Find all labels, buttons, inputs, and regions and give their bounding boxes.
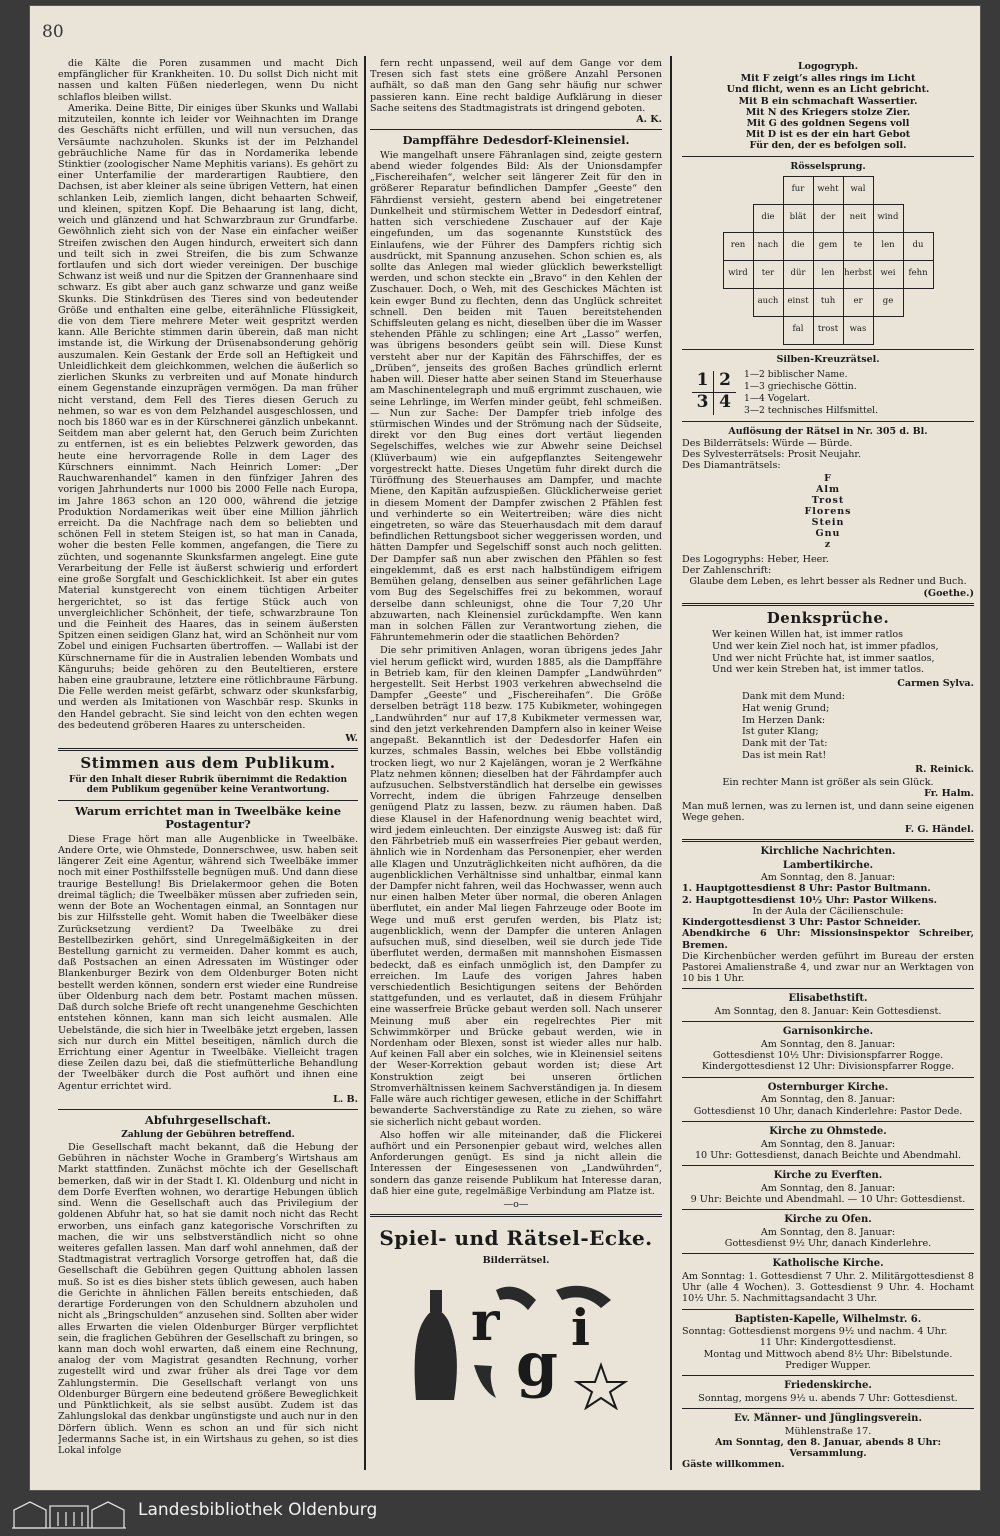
church-title: Baptisten-Kapelle, Wilhelmstr. 6. (734, 1313, 922, 1325)
church-title: Friedenskirche. (784, 1380, 872, 1392)
logogryph-line: Mit F zeigt’s alles rings im Licht (740, 73, 916, 85)
silben-number: 1 (692, 371, 714, 393)
roesselsprung-empty (903, 176, 933, 204)
puzzle-letter: g (516, 1329, 558, 1400)
roesselsprung-cell: weht (813, 176, 843, 204)
roesselsprung-row (723, 204, 933, 232)
church-line: Abendkirche 6 Uhr: Missionsinspektor Schreiber, Bremen. (682, 928, 974, 951)
roesselsprung-row (723, 260, 933, 288)
logogryph-line: Mit N des Kriegers stolze Zier. (745, 106, 911, 118)
church-line: Kindergottesdienst 12 Uhr: Divisionspfarrer Rogge. (701, 1061, 955, 1073)
divider (682, 839, 974, 842)
church-line: Am Sonntag, den 8. Januar, abends 8 Uhr: Versammlung. (714, 1436, 942, 1460)
library-name: Landesbibliothek Oldenburg (138, 1500, 378, 1520)
church-line: Kindergottesdienst 3 Uhr: Pastor Schneider. (682, 917, 921, 929)
poem-line: Wer keinen Willen hat, ist immer ratlos (712, 629, 904, 641)
article-title-abfuhr: Abfuhrgesellschaft. (144, 1113, 272, 1128)
roesselsprung-empty (753, 316, 783, 344)
diamond-line: Trost (811, 495, 845, 507)
roesselsprung-cell: wei (873, 260, 903, 288)
puzzle-letter: i (571, 1297, 590, 1357)
arm-icon (496, 1286, 536, 1309)
poem-line: Dank mit der Tat: (742, 738, 828, 750)
diamond-line: Stein (811, 517, 845, 529)
church-title: Kirche zu Ofen. (784, 1214, 872, 1226)
church-line: Am Sonntag: 1. Gottesdienst 7 Uhr. 2. Militärgottesdienst 8 Uhr (alle 4 Wochen). 3. Gottesdienst 9 Uhr. 4. Hochamt 10½ Uhr. 5. Nachmittagsandacht 3 Uhr. (682, 1270, 974, 1305)
roesselsprung-cell: dür (783, 260, 813, 288)
logogryph-line: Mit B ein schmachaft Wassertier. (738, 95, 918, 107)
column-3 (682, 58, 974, 1472)
saying-author: F. G. Händel. (904, 823, 974, 835)
church-line: 1. Hauptgottesdienst 8 Uhr: Pastor Bultmann. (682, 883, 931, 895)
roesselsprung-cell: einst (783, 288, 813, 316)
roesselsprung-cell: fur (783, 176, 813, 204)
poem-author: Carmen Sylva. (897, 678, 974, 690)
diamond-line: F (824, 473, 832, 485)
divider (682, 156, 974, 157)
roesselsprung-cell: te (843, 232, 873, 260)
silben-clue: 1—4 Vogelart. (744, 392, 810, 404)
roesselsprung-cell: ter (753, 260, 783, 288)
silben-number: 3 (692, 393, 714, 415)
poem-line: Und wer kein Ziel noch hat, ist immer pfadlos, (712, 641, 939, 653)
church-line: Die Kirchenbücher werden geführt im Bureau der ersten Pastorei Amalienstraße 4, und zwar nur an Werktagen von 10 bis 1 Uhr. (682, 950, 974, 985)
paragraph-faehre-3: Also hoffen wir alle miteinander, daß die Flickerei aufhört und ein Personenpier gebaut wird, welches allen Anforderungen genügt. Es sind ja nicht allein die Interessen der Eingesessenen von „Landwührden“, sondern das ganze reisende Publikum hat Interesse daran, daß hier eine gute, regelmäßige Verbindung am Platze ist. (370, 1129, 662, 1197)
church-title: Osternburger Kirche. (767, 1081, 889, 1093)
paragraph-faehre-1: Wie mangelhaft unsere Fähranlagen sind, zeigte gestern abend wieder folgendes Bild: Als der Unionsdampfer „Fischereihafen“, welcher seit längerer Zeit für den in größerer Reparatur befindlichen Dampfer „Geeste“ den Fährdienst versieht, gestern abend bei eingetretener Dunkelheit und stürmischem Wetter in Dedesdorf eintraf, hatten sich verschiedene Zuschauer auf der Kaje eingefunden, um das sogenannte Kunststück des Einlaufens, wie der Führer des Dampfers richtig sich ausdrückt, mit Spannung anzusehen. Schon schien es, als sollte das Anlegen mal wieder glücklich bewerkstelligt werden, und schon steckte ein „Bravo“ in den Kehlen der Zuschauer. Doch, o Weh, mit des Geschickes Mächten ist kein ewger Bund zu flechten, denn das Unglück schreitet schnell. Den beiden mit Tauen bereitstehenden Schiffsleuten gelang es nicht, dieselben über die im Wasser stehenden Pfähle zu schlingen; eine Art „Lasso“ werfen, was übrigens besonders geübt sein will. Diese Kunst versteht aber nur der Kapitän des Fährschiffes, der es „Drüben“, jenseits des großen Baches gründlich erlernt haben will. Dieser hatte aber seinen Stand im Steuerhause am Maschinentelegraph und muß ergrimmt zuschauen, wie seine Lehrlinge, im Werfen minder geübt, fehl schmeißen. — Nun zur Sache: Der Dampfer trieb infolge des stürmischen Windes und der Strömung nach der Südseite, direkt vor den Bug eines dort vertäut liegenden Segelschiffes, welches wie zur Abwehr seine Deichsel (Klüverbaum) wie ein aufgepflanztes Seitengewehr vorgestreckt hatte. Dieses Ungetüm fuhr direkt durch die Türöffnung des Steuerhauses am Dampfer, und machte Miene, den Kapitän aufzuspießen. Glücklicherweise geriet in diesem Moment der Dampfer zwischen 2 Pfählen fest und verhinderte so ein Weitertreiben; wäre dies nicht eingetreten, so wäre das Steuerhausdach mit dem darauf befindlichen Rettungsboot sicher weggerissen worden, und hätten Dampfer und Segelschiff sonst auch noch gelitten. Der Dampfer saß nun aber zwischen den Pfählen so fest eingeklemmt, daß es erst nach halbstündigem eifrigem Bemühen gelang, denselben aus seiner gefährlichen Lage vom Bug des Segelschiffes frei zu bekommen, worauf derselbe dann schleunigst, ohne die Tour 7,20 Uhr abzuwarten, nach Kleinensiel zurückdampfte. Wen kann man in solchen Fällen zur Verantwortung ziehen, die Fähruntemehmerin oder die staatlichen Behörden? (370, 149, 662, 644)
divider (682, 349, 974, 350)
article-subtitle: Zahlung der Gebühren betreffend. (121, 1129, 295, 1140)
church-line: 11 Uhr: Kindergottesdienst. (759, 1337, 897, 1349)
roesselsprung-empty (723, 176, 753, 204)
divider (682, 1309, 974, 1310)
article-title-postagentur: Warum errichtet man in Tweelbäke keine Postagentur? (74, 803, 342, 832)
church-title: Garnisonkirche. (782, 1026, 874, 1038)
diamond-line: z (824, 538, 832, 550)
church-line: Mühlenstraße 17. (784, 1425, 872, 1437)
roesselsprung-cell: len (813, 260, 843, 288)
roesselsprung-title: Rösselsprung. (790, 160, 866, 172)
roesselsprung-cell: der (813, 204, 843, 232)
roesselsprung-grid (723, 176, 934, 345)
roesselsprung-cell: trost (813, 316, 843, 344)
church-line: 9 Uhr: Beichte und Abendmahl. — 10 Uhr: Gottesdienst. (690, 1193, 966, 1205)
church-line: Gottesdienst 9½ Uhr, danach Kinderlehre. (724, 1237, 932, 1249)
church-title: Ev. Männer- und Jünglingsverein. (734, 1413, 922, 1424)
roesselsprung-empty (873, 176, 903, 204)
logogryph-line: Mit G des goldnen Segens voll (746, 117, 910, 129)
silben-clues (744, 369, 878, 417)
roesselsprung-cell: neit (843, 204, 873, 232)
poem-line: Ist guter Klang; (742, 726, 819, 738)
picture-puzzle (370, 1270, 662, 1410)
saying-author: Fr. Halm. (924, 788, 974, 799)
church-line: 2. Hauptgottesdienst 10½ Uhr: Pastor Wilkens. (682, 894, 937, 906)
section-title-spiel: Spiel- und Rätsel-Ecke. (379, 1226, 653, 1251)
divider (370, 1214, 662, 1217)
silben-cross (692, 371, 736, 415)
silben-puzzle (692, 369, 974, 417)
church-line: Am Sonntag, den 8. Januar: (760, 1226, 896, 1238)
church-line: 10 Uhr: Gottesdienst, danach Beichte und Abendmahl. (694, 1149, 962, 1161)
logogryph-line: Mit D ist es der ein hart Gebot (745, 129, 911, 141)
denksprueche-title: Denksprüche. (766, 608, 890, 627)
bottle-icon (415, 1310, 457, 1400)
aufloesung-line: Des Diamanträtsels: (682, 460, 781, 472)
divider (682, 988, 974, 989)
roesselsprung-cell: herbst (843, 260, 873, 288)
roesselsprung-cell: er (843, 288, 873, 316)
roesselsprung-cell: fehn (903, 260, 933, 288)
aufloesung-line: Des Bilderrätsels: Würde — Bürde. (682, 437, 853, 449)
church-line: Montag und Mittwoch abend 8½ Uhr: Bibelstunde. (703, 1348, 953, 1360)
paragraph-amerika: Amerika. Deine Bitte, Dir einiges über Skunks und Wallabi mitzuteilen, konnte ich leider vor Weihnachten im Drange des Geschäfts nicht erfüllen, und will nun versuchen, das Versäumte nachzuholen. Skunks ist der im Pelzhandel gebräuchliche Name für das in Nordamerika lebende Stinktier (zoologischer Name Mephitis varians). Es gehört zu einer Unterfamilie der marderartigen Raubtiere, den Dachsen, ist aber kleiner als seine übrigen Vettern, hat einen schlanken Leib, ziemlich langen, dicht behaarten Schweif, und kleinen, spitzen Kopf. Die Behaarung ist lang, dicht, weich und glänzend und hat Schwarzbraun zur Grundfarbe. Gewöhnlich zieht sich von der Nase ein einfacher weißer Streifen zwischen den Augen hindurch, erweitert sich dann und teilt sich in zwei Streifen, die bis zum Schwanze fortlaufen und sich dort wieder vereinigen. Der buschige Schwanz ist weiß und nur die Spitzen der Grannenhaare sind schwarz. Es gibt aber auch ganz schwarze und ganz weiße Skunks. Die Stinkdrüsen des Tieres sind von bedeutender Größe und enthalten eine gelbe, eiterähnliche Flüssigkeit, die von dem Tiere mehrere Meter weit gespritzt werden kann. Alle Berichte stimmen darin überein, daß man nicht imstande ist, die Wirkung der Drüsenabsonderung gehörig auszumalen. Kein Gestank der Erde soll an Heftigkeit und Unleidlichkeit dem gleichkommen, welchen die äußerlich so zierlichen Skunks zu verbreiten und auf Monate hindurch einem Gegenstande einzuprägen vermögen. Da man früher nicht verstand, dem Fell des Tieres diesen Geruch zu nehmen, so war es von dem Pelzhandel ausgeschlossen, und noch bis 1860 war es in der Kürschnerei gänzlich unbekannt. Seitdem man aber gelernt hat, den Geruch beim Zurichten zu entfernen, ist es ein beliebtes Pelzwerk geworden, das heute eine hervorragende Rolle in dem Lager des Kürschners einnimmt. Nach Heinrich Lomer: „Der Rauchwarenhandel“ kamen in den fünfziger Jahren des vorigen Jahrhunderts nur 1000 bis 2000 Felle nach Europa, im Jahre 1863 schon an 120 000, während die jetzige Produktion Nordamerikas weit über eine Million jährlich erreicht. Da die Nachfrage nach dem so beliebten und schönen Fell in stetem Steigen ist, so hat man in Canada, woher die besten Felle kommen, angefangen, die Tiere zu züchten, und sogenannte Skunksfarmen angelegt. Eine gute Verarbeitung der Felle ist äußerst schwierig und erfordert eine große Sorgfalt und Geschicklichkeit. Ist aber ein gutes Material kunstgerecht von einem tüchtigen Arbeiter hergerichtet, so ist das fertige Stück auch von unvergleichlicher Schönheit, der tiefe, schwarzbraune Ton und die Feinheit des Haares, das in seinem äußersten Spitzen einen seidigen Glanz hat, wird an Schönheit nur vom Zobel und einigen Fuchsarten übertroffen. — Wallabi ist der Kürschnername für die in Australien lebenden Wombats und Känguruhs; beide gehören zu den Beuteltieren, erstere haben eine graubraune, letztere eine rötlichbraune Färbung. Die Felle werden meist gefärbt, schwarz oder skunksfarbig, und werden als Imitationen von Waschbär resp. Skunks in den Handel gebracht. Sie sind leicht von den echten wegen des bedeutend gröberen Haares zu unterscheiden. (58, 102, 358, 731)
roesselsprung-cell: blät (783, 204, 813, 232)
roesselsprung-empty (723, 204, 753, 232)
roesselsprung-row (723, 316, 933, 344)
column-rule (670, 56, 672, 1470)
paragraph-abfuhr: Die Gesellschaft macht bekannt, daß die Hebung der Gebühren in nächster Woche in Gramberg’s Wirtshaus am Markt stattfinden. Zunächst möchte ich der Gesellschaft bemerken, daß wir in der Stadt I. Kl. Oldenburg und nicht in dem Dorfe Everften wohnen, wo derartige Hebungen üblich sind. Wenn die Gesellschaft auch das Privilegium der goldenen Abfuhr hat, so hat sie damit noch nicht das Recht erworben, uns einfach ganz kategorische Vorschriften zu machen, die wir uns selbstverständlich nicht so ohne weiteres gefallen lassen. Man darf wohl annehmen, daß der Stadtmagistrat vertraglich Vorsorge getroffen hat, daß die Gesellschaft die Gebühren gegen Quittung abholen lassen muß. So ist es dies bisher stets üblich gewesen, auch haben die Gerichte in ähnlichen Fällen bereits entschieden, daß derartige Forderungen von den Schuldnern abzuholen und nicht als „Bringschulden“ anzusehen sind. Sollten aber wider alles Erwarten die vielen Oldenburger Bürger verpflichtet sein, die fraglichen Gebühren der Gesellschaft zu bringen, so kann man doch wohl erwarten, daß einem eine Rechnung, analog der vom Magistrat gesandten Rechnung, vorher zugestellt wird und zwar früher als drei Tage vor dem Zahlungstermin. Die Gesellschaft verlangt von uns Oldenburger Bürgern eine bedeutend größere Beweglichkeit und Pünktlichkeit, als sie selbst ausübt. Zudem ist das Zahlungslokal das denkbar ungünstigste und auch nur in den Dörfern üblich. Wenn es schon an und für sich nicht Jedermanns Sache ist, in ein Wirtshaus zu gehen, so ist dies Lokal infolge (58, 1142, 358, 1456)
roesselsprung-cell: fal (783, 316, 813, 344)
church-title: Lambertikirche. (782, 859, 874, 871)
church-line: Gäste willkommen. (682, 1459, 785, 1471)
diamond-line: Florens (804, 506, 852, 518)
diamond-line: Alm (815, 484, 841, 496)
roesselsprung-empty (753, 176, 783, 204)
roesselsprung-cell: wal (843, 176, 873, 204)
article-title-faehre: Dampffähre Dedesdorf-Kleinensiel. (402, 133, 630, 148)
church-line: Am Sonntag, den 8. Januar: (760, 1138, 896, 1150)
roesselsprung-cell: wind (873, 204, 903, 232)
roesselsprung-cell: len (873, 232, 903, 260)
section-subtitle: Für den Inhalt dieser Rubrik übernimmt die Redaktion dem Publikum gegenüber keine Verantwortung. (69, 774, 347, 796)
library-building-icon (10, 1498, 128, 1530)
church-line: Sonntag: Gottesdienst morgens 9½ und nachm. 4 Uhr. (682, 1326, 948, 1338)
poem-1 (712, 629, 974, 676)
saying: Ein rechter Mann ist größer als sein Glück. (722, 776, 934, 788)
logogryph-text (682, 73, 974, 152)
roesselsprung-empty (903, 316, 933, 344)
church-line: Am Sonntag, den 8. Januar: (760, 1094, 896, 1106)
zahlen-quote: Glaube dem Leben, es lehrt besser als Redner und Buch. (689, 576, 967, 588)
end-mark: —o— (503, 1199, 529, 1211)
church-line: Am Sonntag, den 8. Januar: (760, 1182, 896, 1194)
church-title: Kirche zu Ohmstede. (769, 1125, 887, 1137)
kirchliche-title: Kirchliche Nachrichten. (760, 845, 896, 857)
paragraph-faehre-2: Die sehr primitiven Anlagen, woran übrigens jedes Jahr viel herum geflickt wird, wurden 1885, als die Dampffähre in Betrieb kam, für den kleinen Dampfer „Landwührden“ hergestellt. Seit Herbst 1903 verkehren abwechselnd die Dampfer „Geeste“ und „Fischereihafen“. Die Größe derselben beträgt 118 bezw. 175 Kubikmeter, wohingegen „Landwührden“ nur auf 17,8 Kubikmeter vermessen war, sind den jetzt verkehrenden Dampfern also in keiner Weise angepaßt. Bekanntlich ist der Dedesdorfer Hafen ein kurzes, schmales Bassin, welches bei Ebbe vollständig trocken liegt, wo nur 2 Kajelängen, woran je 2 Werfkähne Platz nehmen können; dieselben hat der Fährdampfer auch aufzusuchen. Selbstverständlich hat derselbe ein gewisses Vorrecht, indem die übrigen Fahrzeuge denselben genügend Platz zu lassen, bezw. zu räumen haben. Daß diese Klausel in der Hafenordnung wenig beachtet wird, wird jedem einleuchten. Der einzigste Ausweg ist: daß für den Fährbetrieb muß ein wasserfreies Pier gebaut werden, ähnlich wie in Nordenham das Personenpier, eher werden alle Klagen und Unzuträglichkeiten nicht aufhören, da die augenblicklichen Verhältnisse sind unhaltbar, einmal kann der Dampfer nicht fahren, weil das Hochwasser, wenn auch nur einen halben Meter über normal, die oberen Anlagen überflutet, ein ander Mal liegen Fahrzeuge oder Boote im Wege und muß erst gerufen werden, bis Platz ist; augenblicklich, wenn der Dampfer die unteren Anlagen aufsuchen muß, sind dieselben, weil sie durch jede Tide überflutet werden, dermaßen mit mannshohen Eismassen bedeckt, daß es einfach unmöglich ist, den Dampfer zu erreichen. Im Laufe des vorigen Jahres haben verschiedentlich Besichtigungen seitens der Behörden stattgefunden, und es verlautet, daß in diesem Frühjahr eine wasserfreie Brücke gebaut werden soll. Nach unserer Meinung muß aber ein regelrechtes Pier mit Schwimmkörper und Brücke gebaut werden, wie in Nordenham oder Blexen, sonst ist wieder alles nur halb. Auf keinen Fall aber ein solches, wie in Kleinensiel seitens der Weser-Korrektion gebaut worden ist; diese Art Konstruktion zeigt bei unseren örtlichen Stromverhältnissen keinem Sachverständigen ja. In diesem Falle wäre auch richtiger gewesen, etliche in der Schiffahrt bewanderte Sachverständige zu Rate zu ziehen, so wäre sie sicherlich nicht gebaut worden. (370, 645, 662, 1128)
church-line: Gottesdienst 10½ Uhr: Divisionspfarrer Rogge. (712, 1050, 944, 1062)
divider (682, 1121, 974, 1122)
divider (58, 1109, 358, 1110)
roesselsprung-cell: wird (723, 260, 753, 288)
poem-line: Und wer nicht Früchte hat, ist immer saatlos, (712, 652, 935, 664)
column-1 (58, 58, 358, 1472)
column-2 (370, 58, 662, 1472)
roesselsprung-empty (903, 204, 933, 232)
section-title-stimmen: Stimmen aus dem Publikum. (80, 754, 336, 773)
church-line: Prediger Wupper. (785, 1359, 871, 1371)
divider (682, 1375, 974, 1376)
diamond-line: Gnu (815, 528, 841, 540)
aufloesung-line: Des Sylvesterrätsels: Prosit Neujahr. (682, 449, 861, 460)
aufloesung-title: Auflösung der Rätsel in Nr. 305 d. Bl. (728, 425, 928, 437)
church-title: Elisabethstift. (788, 993, 868, 1005)
church-line: Gottesdienst 10 Uhr, danach Kinderlehre: Pastor Dede. (693, 1105, 963, 1117)
bilderraetsel-title: Bilderrätsel. (482, 1254, 550, 1266)
silben-clue: 3—2 technisches Hilfsmittel. (744, 404, 879, 416)
bottle-neck-icon (430, 1290, 442, 1312)
page-number: 80 (42, 22, 64, 42)
roesselsprung-cell: was (843, 316, 873, 344)
column-rule (364, 56, 366, 1470)
roesselsprung-row (723, 232, 933, 260)
roesselsprung-cell: gem (813, 232, 843, 260)
roesselsprung-cell: die (753, 204, 783, 232)
poem-line: Im Herzen Dank: (742, 714, 826, 726)
signature: A. K. (636, 114, 662, 126)
divider (682, 421, 974, 422)
roesselsprung-cell: du (903, 232, 933, 260)
divider (682, 1253, 974, 1254)
divider (682, 1408, 974, 1409)
saying: Man muß lernen, was zu lernen ist, und dann seine eigenen Wege gehen. (682, 801, 974, 824)
silben-number: 4 (719, 391, 731, 412)
divider (682, 1021, 974, 1022)
poem-line: Hat wenig Grund; (742, 703, 830, 715)
poem-line: Und wer kein Streben hat, ist immer tatlos. (712, 664, 925, 676)
signature: L. B. (333, 1093, 358, 1105)
roesselsprung-empty (873, 316, 903, 344)
roesselsprung-empty (723, 288, 753, 316)
silben-title: Silben-Kreuzrätsel. (776, 353, 880, 365)
root-icon (474, 1365, 496, 1398)
roesselsprung-cell: ren (723, 232, 753, 260)
newspaper-page (30, 6, 980, 1490)
roesselsprung-cell: ge (873, 288, 903, 316)
church-title: Katholische Kirche. (772, 1258, 884, 1270)
silben-number: 2 (714, 371, 736, 393)
divider (58, 748, 358, 751)
divider (370, 129, 662, 130)
aufloesung-line: Des Logogryphs: Heber, Heer. (682, 553, 829, 565)
silben-clue: 1—3 griechische Göttin. (744, 380, 857, 392)
roesselsprung-cell: nach (753, 232, 783, 260)
silben-clue: 1—2 biblischer Name. (744, 368, 848, 380)
divider (682, 1209, 974, 1210)
paragraph: fern recht unpassend, weil auf dem Gange vor dem Tresen sich fast stets eine größere Anzahl Personen aufhält, so daß man den Gang sehr häufig nur schwer passieren kann. Eine recht baldige Aufklärung in dieser Sache seitens des Stadtmagistrats ist dringend geboten. (370, 58, 662, 114)
church-line: Am Sonntag, den 8. Januar: (760, 1039, 896, 1051)
diamond-solution (682, 474, 974, 550)
church-line: In der Aula der Cäcilienschule: (752, 905, 904, 917)
aufloesung-line: Der Zahlenschrift: (682, 565, 772, 577)
divider (682, 603, 974, 606)
logogryph-line: Und flicht, wenn es an Licht gebricht. (726, 84, 930, 96)
zahlen-author: (Goethe.) (923, 587, 974, 599)
church-line: Am Sonntag, den 8. Januar: Kein Gottesdienst. (714, 1006, 942, 1018)
divider (58, 800, 358, 801)
paragraph-postagentur: Diese Frage hört man alle Augenblicke in Tweelbäke. Andere Orte, wie Ohmstede, Donnerschwee, usw. haben seit längerer Zeit eine Agentur, während sich Tweelbäke immer noch mit einer Posthilfsstelle begnügen muß. Und dann diese traurige Bestellung! Bis Drielakermoor gehen die Boten dreimal täglich; die Tweelbäker müssen aber zufrieden sein, wenn der Bote an Wochentagen einmal, an Sonntagen nur bis zur Hilfsstelle geht. Womit haben die Tweelbäker diese Zurücksetzung verdient? Da Tweelbäke zu drei Bestellbezirken gehört, sind Unregelmäßigkeiten in der Bestellung garnicht zu vermeiden. Daher kommt es auch, daß Postsachen an einen Adressaten im Wüstinger oder Blankenburger Bezirk von dem Oldenburger Boten nicht bestellt werden können, sondern erst wieder eine Rundreise über Oldenburg nach dem betr. Postamt machen müssen. Daß durch solche Briefe oft recht unangenehme Geschichten entstehen können, kann man sich leicht ausmalen. Alle Uebelstände, die sich hier in Tweelbäke jetzt ergeben, lassen sich nur durch ein Mittel beseitigen, nämlich durch die Errichtung einer Agentur in Tweelbäke. Vielleicht tragen diese Zeilen dazu bei, daß die stiefmütterliche Behandlung der Tweelbäker durch die Post aufhört und ihnen eine Agentur errichtet wird. (58, 833, 358, 1092)
poem-line: Dank mit dem Mund: (742, 691, 846, 703)
divider (682, 1077, 974, 1078)
poem-2 (742, 691, 974, 761)
church-line: Sonntag, morgens 9½ u. abends 7 Uhr: Gottesdienst. (698, 1392, 958, 1404)
roesselsprung-cell: die (783, 232, 813, 260)
roesselsprung-row (723, 176, 933, 204)
paragraph: die Kälte die Poren zusammen und macht Dich empfänglicher für Krankheiten. 10. Du sollst Dich nicht mit nassen und kalten Füßen niederlegen, wenn Du nicht schlaflos bleiben willst. (58, 58, 358, 103)
poem-line: Das ist mein Rat! (742, 749, 827, 761)
poem-author: R. Reinick. (915, 763, 974, 775)
divider (682, 1165, 974, 1166)
signature: W. (345, 733, 358, 745)
church-line: Am Sonntag, den 8. Januar: (760, 872, 896, 884)
logogryph-title: Logogryph. (797, 61, 859, 72)
library-footer (0, 1492, 1000, 1536)
roesselsprung-cell: auch (753, 288, 783, 316)
star-icon (577, 1365, 625, 1408)
roesselsprung-empty (903, 288, 933, 316)
picture-puzzle-illustration (396, 1270, 636, 1410)
roesselsprung-row (723, 288, 933, 316)
church-title: Kirche zu Everften. (773, 1169, 883, 1181)
puzzle-letter: r (471, 1288, 500, 1353)
roesselsprung-cell: tuh (813, 288, 843, 316)
logogryph-line: Für den, der es befolgen soll. (749, 140, 907, 152)
roesselsprung-empty (723, 316, 753, 344)
